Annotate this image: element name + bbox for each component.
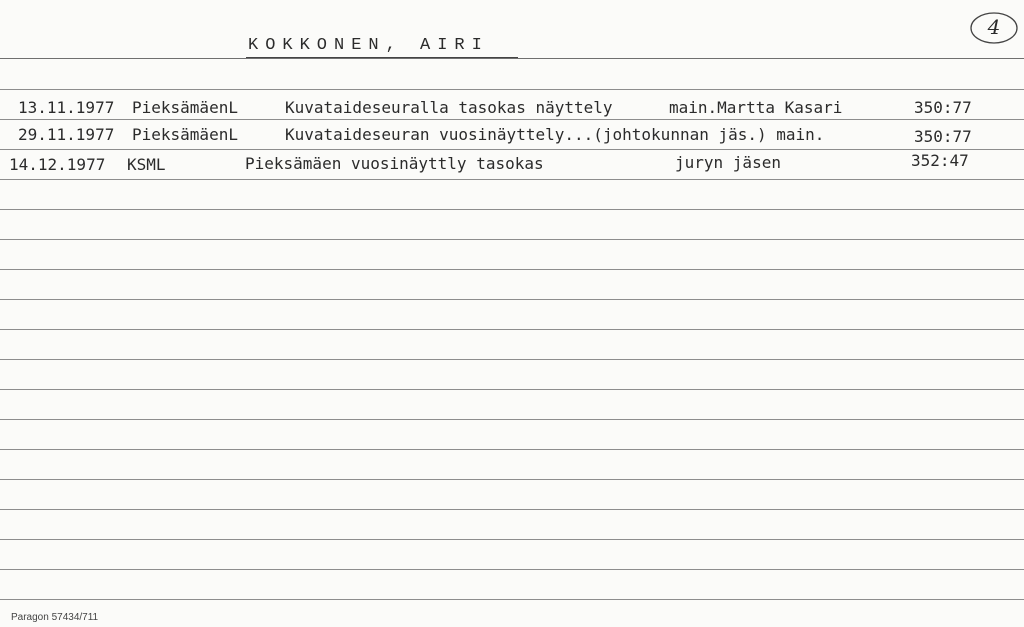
ruled-line: [0, 239, 1024, 240]
entry-reference: 352:47: [911, 151, 969, 170]
ruled-line: [0, 149, 1024, 150]
entry-note: juryn jäsen: [675, 153, 781, 172]
card-number: [968, 10, 1020, 46]
entry-source: PieksämäenL: [132, 125, 238, 144]
card-name: KOKKONEN, AIRI: [248, 36, 489, 55]
ruled-line: [0, 539, 1024, 540]
ruled-line: [0, 89, 1024, 90]
entry-reference: 350:77: [914, 127, 972, 146]
ruled-line: [0, 299, 1024, 300]
ruled-line: [0, 179, 1024, 180]
ruled-line: [0, 209, 1024, 210]
entry-description: Pieksämäen vuosinäyttly tasokas: [245, 154, 544, 173]
entry-date: 14.12.1977: [9, 155, 106, 174]
entry-source: PieksämäenL: [132, 98, 238, 117]
ruled-line: [0, 329, 1024, 330]
ruled-line: [0, 569, 1024, 570]
entry-description: Kuvataideseuran vuosinäyttely...(johtokunnan jäs.) main.: [285, 125, 825, 144]
ruled-line: [0, 269, 1024, 270]
ruled-line: [0, 449, 1024, 450]
entry-date: 13.11.1977: [18, 98, 115, 117]
ruled-line: [0, 389, 1024, 390]
ruled-line: [0, 509, 1024, 510]
ruled-line: [0, 419, 1024, 420]
entry-note: main.Martta Kasari: [669, 98, 843, 117]
entry-source: KSML: [127, 155, 166, 174]
header-rule: [0, 58, 1024, 59]
ruled-line: [0, 359, 1024, 360]
entry-date: 29.11.1977: [18, 125, 115, 144]
entry-description: Kuvataideseuralla tasokas näyttely: [285, 98, 613, 117]
ruled-line: [0, 479, 1024, 480]
entry-reference: 350:77: [914, 98, 972, 117]
ruled-line: [0, 119, 1024, 120]
printer-mark: Paragon 57434/711: [11, 612, 99, 623]
ruled-line: [0, 599, 1024, 600]
card-number-value: 4: [987, 15, 1001, 39]
